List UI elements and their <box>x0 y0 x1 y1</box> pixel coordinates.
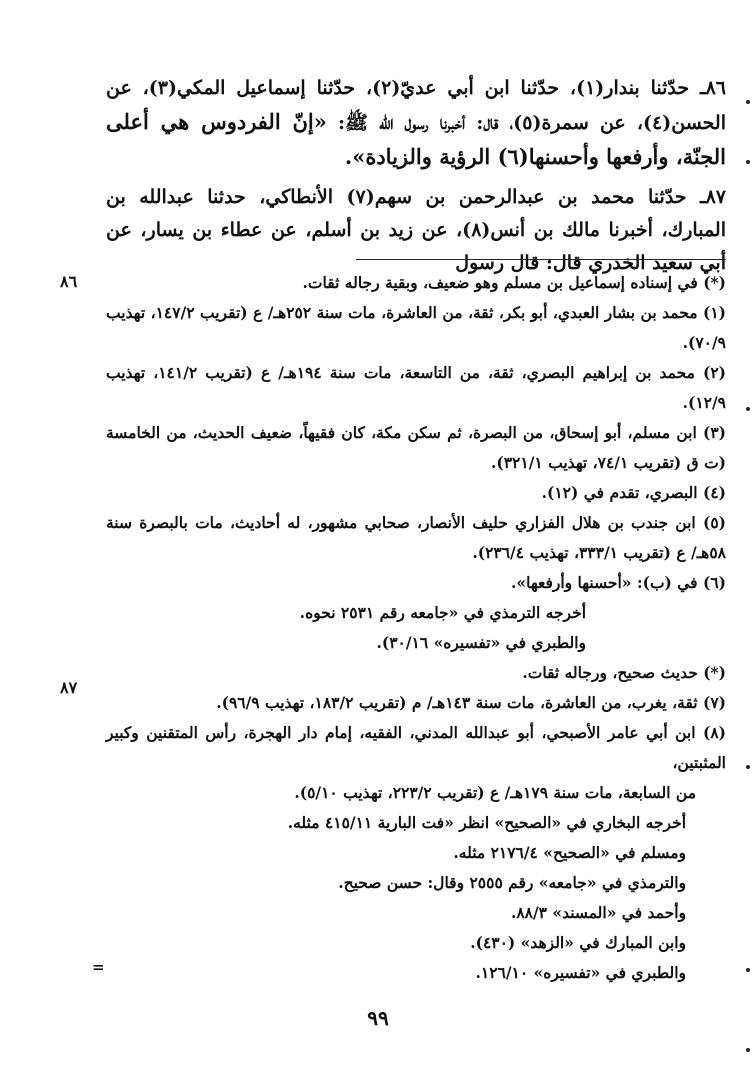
footnote-86-star: (*) في إسناده إسماعيل بن مسلم وهو ضعيف، وبقية رجاله ثقات. <box>302 273 726 292</box>
hadith-86-quote: «إنّ الفردوس هي أعلى الجنّة، وأرفعها وأحسنها(٦) الرؤية والزيادة». <box>106 109 726 169</box>
hadith-87: ٨٧ـ حدّثنا محمد بن عبدالرحمن بن سهم(٧) الأنطاكي، حدثنا عبدالله بن المبارك، أخبرنا مالك بن أنس(٨)، عن زيد بن أسلم، عن عطاء بن يسار، عن أبي سعيد الخدري قال: قال رسول <box>106 186 726 274</box>
footnote-8-muslim: ومسلم في «الصحيح» ٢١٧٦/٤ مثله. <box>453 843 686 862</box>
margin-number-87: ٨٧ <box>60 678 78 697</box>
footnote-8-tabari: والطبري في «تفسيره» ١٢٦/١٠. <box>475 963 686 982</box>
footnotes <box>106 268 726 988</box>
footnote-8-cont: من السابعة، مات سنة ١٧٩هـ/ ع (تقريب ٢٢٣/٢، تهذيب ٥/١٠). <box>294 783 696 802</box>
margin-number-86: ٨٦ <box>60 272 78 291</box>
footnote-1: (١) محمد بن بشار العبدي، أبو بكر، ثقة، من العاشرة، مات سنة ٢٥٢هـ/ ع (تقريب ١٤٧/٢، تهذيب ٧٠/٩). <box>106 303 726 352</box>
footnote-5: (٥) ابن جندب بن هلال الفزاري حليف الأنصار، صحابي مشهور، له أحاديث، مات بالبصرة سنة ٥٨هـ/ ع (تقريب ٣٣٣/١، تهذيب ٢٣٦/٤). <box>106 513 726 562</box>
footnote-87-star: (*) حديث صحيح، ورجاله ثقات. <box>522 663 726 682</box>
footnote-6: (٦) في (ب): «أحسنها وأرفعها». <box>511 573 726 592</box>
main-text <box>106 72 726 286</box>
footnote-2: (٢) محمد بن إبراهيم البصري، ثقة، من التاسعة، مات سنة ١٩٤هـ/ ع (تقريب ١٤١/٢، تهذيب ١٢/٩). <box>106 363 726 412</box>
hadith-86-isnad: ٨٦ـ حدّثنا بندار(١)، حدّثنا ابن أبي عديّ(٢)، حدّثنا إسماعيل المكي(٣)، عن الحسن(٤)، عن سمرة(٥)، قال: أخبرنا رسول الله ﷺ: <box>106 77 726 134</box>
footnote-8-tirmidhi: والترمذي في «جامعه» رقم ٢٥٥٥ وقال: حسن صحيح. <box>338 873 686 892</box>
footnote-8: (٨) ابن أبي عامر الأصبحي، أبو عبدالله المدني، الفقيه، إمام دار الهجرة، رأس المتقنين وكبير المثبتين، <box>106 723 726 772</box>
footnote-6-tirmidhi: أخرجه الترمذي في «جامعه رقم ٢٥٣١ نحوه. <box>299 603 586 622</box>
footnote-7: (٧) ثقة، يغرب، من العاشرة، مات سنة ١٤٣هـ/ م (تقريب ١٨٣/٢، تهذيب ٩٦/٩). <box>216 693 726 712</box>
footnote-4: (٤) البصري، تقدم في (١٢). <box>541 483 726 502</box>
footnote-3: (٣) ابن مسلم، أبو إسحاق، من البصرة، ثم سكن مكة، كان فقيهاً، ضعيف الحديث، من الخامسة (ت ق (تقريب ٧٤/١، تهذيب ٣٢١/١). <box>106 423 726 472</box>
margin-dot <box>746 100 750 104</box>
footnote-separator <box>356 259 726 260</box>
hadith-86 <box>106 72 726 175</box>
margin-dot <box>746 968 750 972</box>
page-number: ٩٩ <box>367 1006 389 1030</box>
margin-dot <box>746 1048 750 1052</box>
margin-dot <box>746 407 750 411</box>
footnote-8-bukhari: أخرجه البخاري في «الصحيح» انظر «فت البارية ٤١٥/١١ مثله. <box>287 813 686 832</box>
footnote-8-ahmad: وأحمد في «المسند» ٨٨/٣. <box>510 903 686 922</box>
footnote-6-tabari: والطبري في «تفسيره» ٣٠/١٦). <box>376 633 586 652</box>
margin-dot <box>746 765 750 769</box>
margin-mark: = <box>92 958 105 976</box>
margin-dot <box>746 160 750 164</box>
footnote-8-mubarak: وابن المبارك في «الزهد» (٤٣٠). <box>470 933 686 952</box>
